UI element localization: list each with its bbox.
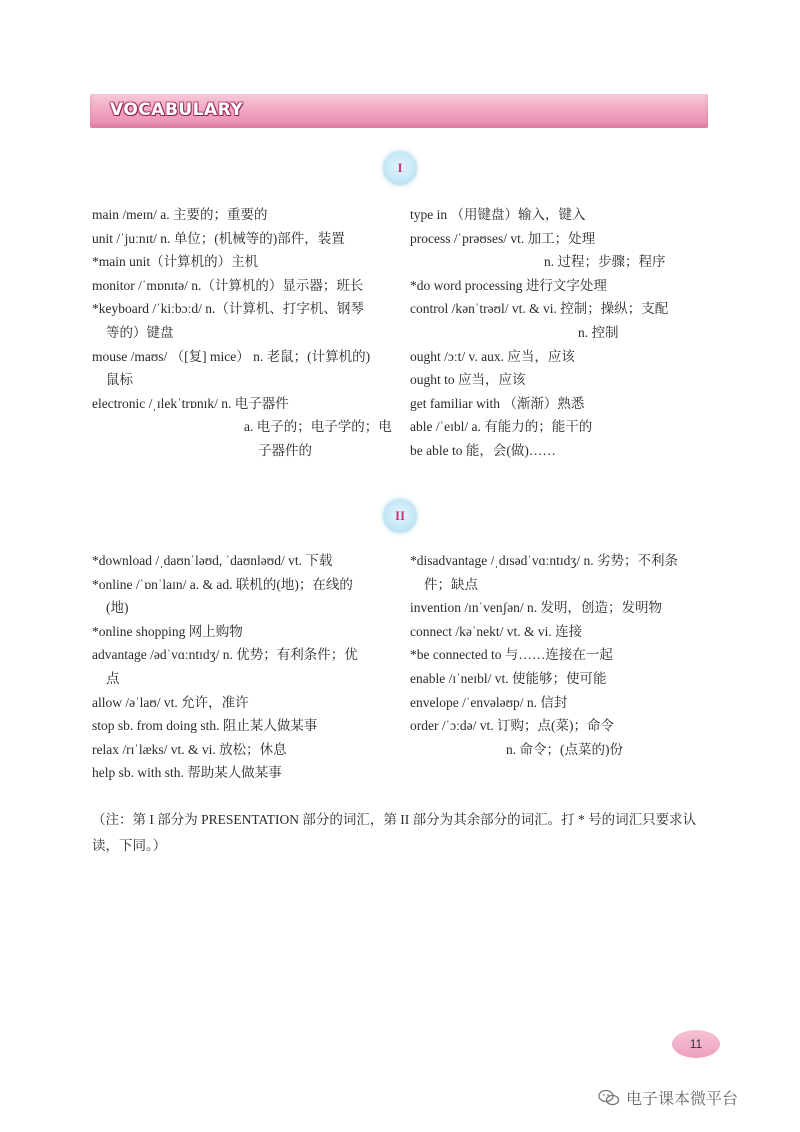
vocab-entry-mouse: mouse /maʊs/ （[复] mice） n. 老鼠；(计算机的) xyxy=(92,348,371,364)
vocab-entry-connect: connect /kəˈnekt/ vt. & vi. 连接 xyxy=(410,623,583,639)
vocab-entry-electronic-adj: a. 电子的；电子学的；电 xyxy=(244,419,392,435)
vocab-entry-mouse-cont: 鼠标 xyxy=(106,372,133,388)
vocab-entry-advantage-cont: 点 xyxy=(106,670,120,686)
vocab-entry-online-cont: (地) xyxy=(106,600,129,616)
section-1-left-column xyxy=(92,203,392,463)
vocab-entry-main: main /meɪn/ a. 主要的；重要的 xyxy=(92,207,268,222)
vocab-entry-online: *online /ˈɒnˈlaɪn/ a. & ad. 联机的(地)；在线的 xyxy=(92,576,353,592)
vocab-entry-process-noun: n. 过程；步骤；程序 xyxy=(544,254,666,270)
vocab-entry-unit: unit /ˈjuːnɪt/ n. 单位；(机械等的)部件，装置 xyxy=(92,230,345,246)
vocabulary-banner xyxy=(90,94,708,128)
wechat-icon xyxy=(598,1089,620,1107)
vocab-entry-online-shopping: *online shopping 网上购物 xyxy=(92,623,243,639)
vocab-entry-type-in: type in （用键盘）输入，键入 xyxy=(410,207,586,222)
section-2-badge: II xyxy=(383,499,417,533)
vocab-entry-process: process /ˈprəʊses/ vt. 加工；处理 xyxy=(410,230,596,246)
vocab-entry-enable: enable /ɪˈneɪbl/ vt. 使能够；使可能 xyxy=(410,670,607,686)
vocab-entry-allow: allow /əˈlaʊ/ vt. 允许，准许 xyxy=(92,694,249,710)
section-1-right-column xyxy=(410,203,710,463)
vocab-entry-envelope: envelope /ˈenvələʊp/ n. 信封 xyxy=(410,694,568,710)
section-2-right-column xyxy=(410,549,710,761)
vocab-entry-ought-to: ought to 应当，应该 xyxy=(410,372,526,388)
vocab-entry-be-able-to: be able to 能，会(做)…… xyxy=(410,442,556,458)
vocab-entry-monitor: monitor /ˈmɒnɪtə/ n.（计算机的）显示器；班长 xyxy=(92,277,364,293)
vocab-entry-ought: ought /ɔːt/ v. aux. 应当，应该 xyxy=(410,348,575,364)
vocab-entry-main-unit: *main unit（计算机的）主机 xyxy=(92,254,259,270)
vocab-entry-electronic-adj-cont: 子器件的 xyxy=(258,442,312,458)
vocab-entry-able: able /ˈeɪbl/ a. 有能力的；能干的 xyxy=(410,419,593,435)
vocab-entry-keyboard: *keyboard /ˈkiːbɔːd/ n.（计算机、打字机、钢琴 xyxy=(92,301,364,317)
vocab-entry-stop-sb: stop sb. from doing sth. 阻止某人做某事 xyxy=(92,718,318,734)
vocab-entry-electronic: electronic /ˌɪlekˈtrɒnɪk/ n. 电子器件 xyxy=(92,395,289,411)
page-number: 11 xyxy=(672,1030,720,1058)
watermark xyxy=(598,1086,738,1109)
vocab-entry-disadvantage: *disadvantage /ˌdɪsədˈvɑːntɪdʒ/ n. 劣势；不利条 xyxy=(410,553,679,568)
section-1-badge: I xyxy=(383,151,417,185)
page-title: VOCABULARY xyxy=(110,100,244,120)
vocab-entry-order-noun: n. 命令；(点菜的)份 xyxy=(506,741,623,757)
section-2-left-column xyxy=(92,549,392,785)
vocab-entry-get-familiar-with: get familiar with （渐渐）熟悉 xyxy=(410,395,585,411)
vocab-entry-invention: invention /ɪnˈvenʃən/ n. 发明，创造；发明物 xyxy=(410,600,662,616)
vocab-entry-do-word-processing: *do word processing 进行文字处理 xyxy=(410,277,607,293)
vocab-entry-keyboard-cont: 等的）键盘 xyxy=(106,324,174,340)
vocab-entry-control-noun: n. 控制 xyxy=(578,324,619,340)
vocabulary-note: （注：第 I 部分为 PRESENTATION 部分的词汇，第 II 部分为其余部分的词汇。打 * 号的词汇只要求认读，下同。） xyxy=(92,812,697,853)
watermark-text: 电子课本微平台 xyxy=(626,1089,739,1108)
vocab-entry-help-sb: help sb. with sth. 帮助某人做某事 xyxy=(92,765,282,781)
vocab-entry-order: order /ˈɔːdə/ vt. 订购；点(菜)；命令 xyxy=(410,718,614,734)
vocab-entry-disadvantage-cont: 件；缺点 xyxy=(424,576,478,592)
vocab-entry-advantage: advantage /ədˈvɑːntɪdʒ/ n. 优势；有利条件；优 xyxy=(92,647,358,663)
vocab-entry-download: *download /ˌdaʊnˈləʊd, ˈdaʊnləʊd/ vt. 下载 xyxy=(92,553,333,568)
vocab-entry-be-connected-to: *be connected to 与……连接在一起 xyxy=(410,647,613,663)
vocab-entry-control: control /kənˈtrəʊl/ vt. & vi. 控制；操纵；支配 xyxy=(410,301,669,317)
vocab-entry-relax: relax /rɪˈlæks/ vt. & vi. 放松；休息 xyxy=(92,741,287,757)
